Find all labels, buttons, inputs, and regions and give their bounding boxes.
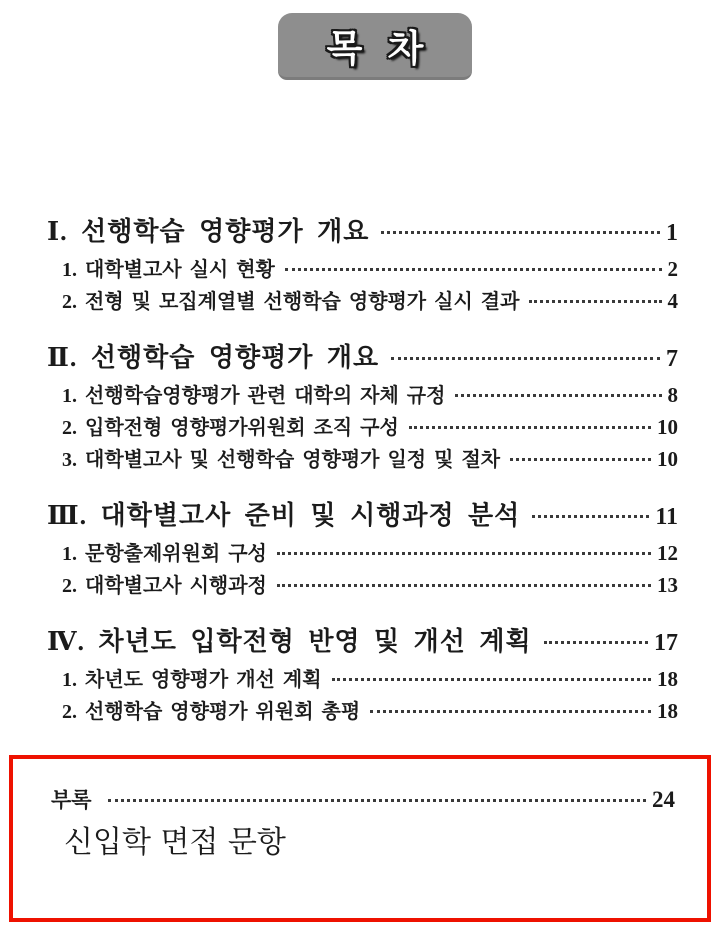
toc-entry-label: Ⅲ. 대학별고사 준비 및 시행과정 분석: [47, 501, 521, 530]
dot-leader: [455, 394, 661, 397]
dot-leader: [108, 799, 646, 802]
toc-entry-page: 11: [655, 504, 678, 530]
toc-entry: [47, 254, 678, 286]
dot-leader: [510, 458, 651, 461]
toc-entry-heading: [47, 340, 678, 377]
toc-entry-label: 1. 선행학습영향평가 관련 대학의 자체 규정: [62, 385, 446, 407]
toc-entry-label: 1. 차년도 영향평가 개선 계획: [62, 669, 322, 691]
toc-entry-page: 18: [657, 667, 678, 691]
toc-entry-page: 10: [657, 447, 678, 471]
page-title: 목 차: [326, 29, 432, 70]
dot-leader: [409, 426, 651, 429]
toc-entry-label: 3. 대학별고사 및 선행학습 영향평가 일정 및 절차: [62, 449, 501, 471]
dot-leader: [391, 357, 660, 360]
toc-section-2: [47, 340, 678, 476]
toc-entry: [47, 444, 678, 476]
toc-section-4: [47, 624, 678, 728]
appendix-subtitle: 신입학 면접 문항: [64, 826, 286, 859]
appendix-page: 24: [652, 787, 675, 812]
toc-title-box: [278, 13, 472, 80]
toc-entry-page: 13: [657, 573, 678, 597]
toc-entry-heading: [47, 214, 678, 251]
toc-entry-label: Ⅰ. 선행학습 영향평가 개요: [47, 217, 370, 246]
dot-leader: [532, 515, 649, 518]
toc-entry: [47, 538, 678, 570]
dot-leader: [544, 641, 648, 644]
toc-entry-heading: [47, 624, 678, 661]
toc-entry-page: 4: [667, 289, 678, 313]
toc-entry-page: 10: [657, 415, 678, 439]
toc-entry: [47, 664, 678, 696]
toc-entry: [47, 696, 678, 728]
toc-section-1: [47, 214, 678, 318]
appendix-highlight-box: [9, 755, 711, 922]
toc-entry-label: 1. 대학별고사 실시 현황: [62, 259, 275, 281]
toc-entry-page: 7: [666, 346, 678, 372]
toc-entry-label: 1. 문항출제위원회 구성: [62, 543, 267, 565]
toc-entry-page: 17: [654, 630, 678, 656]
dot-leader: [277, 552, 651, 555]
toc-entry-page: 8: [667, 383, 678, 407]
toc-entry-label: 2. 대학별고사 시행과정: [62, 575, 267, 597]
toc-entry: [47, 380, 678, 412]
dot-leader: [332, 678, 651, 681]
toc-entry-page: 18: [657, 699, 678, 723]
toc-entry-label: Ⅱ. 선행학습 영향평가 개요: [47, 343, 380, 372]
appendix-label: 부록: [51, 788, 92, 812]
dot-leader: [381, 231, 660, 234]
toc-entry-label: 2. 전형 및 모집계열별 선행학습 영향평가 실시 결과: [62, 291, 520, 313]
dot-leader: [529, 300, 661, 303]
toc-entry-label: 2. 입학전형 영향평가위원회 조직 구성: [62, 417, 399, 439]
toc-entry: [47, 286, 678, 318]
toc-list: [47, 214, 678, 750]
toc-entry-page: 12: [657, 541, 678, 565]
dot-leader: [370, 710, 651, 713]
toc-entry-label: Ⅳ. 차년도 입학전형 반영 및 개선 계획: [47, 627, 532, 656]
toc-entry: [47, 570, 678, 602]
dot-leader: [277, 584, 651, 587]
toc-entry-page: 1: [666, 220, 678, 246]
toc-entry-appendix: [51, 785, 675, 815]
toc-entry-page: 2: [667, 257, 678, 281]
toc-entry-label: 2. 선행학습 영향평가 위원회 총평: [62, 701, 361, 723]
toc-entry: [47, 412, 678, 444]
toc-entry-heading: [47, 498, 678, 535]
dot-leader: [285, 268, 662, 271]
toc-section-3: [47, 498, 678, 602]
